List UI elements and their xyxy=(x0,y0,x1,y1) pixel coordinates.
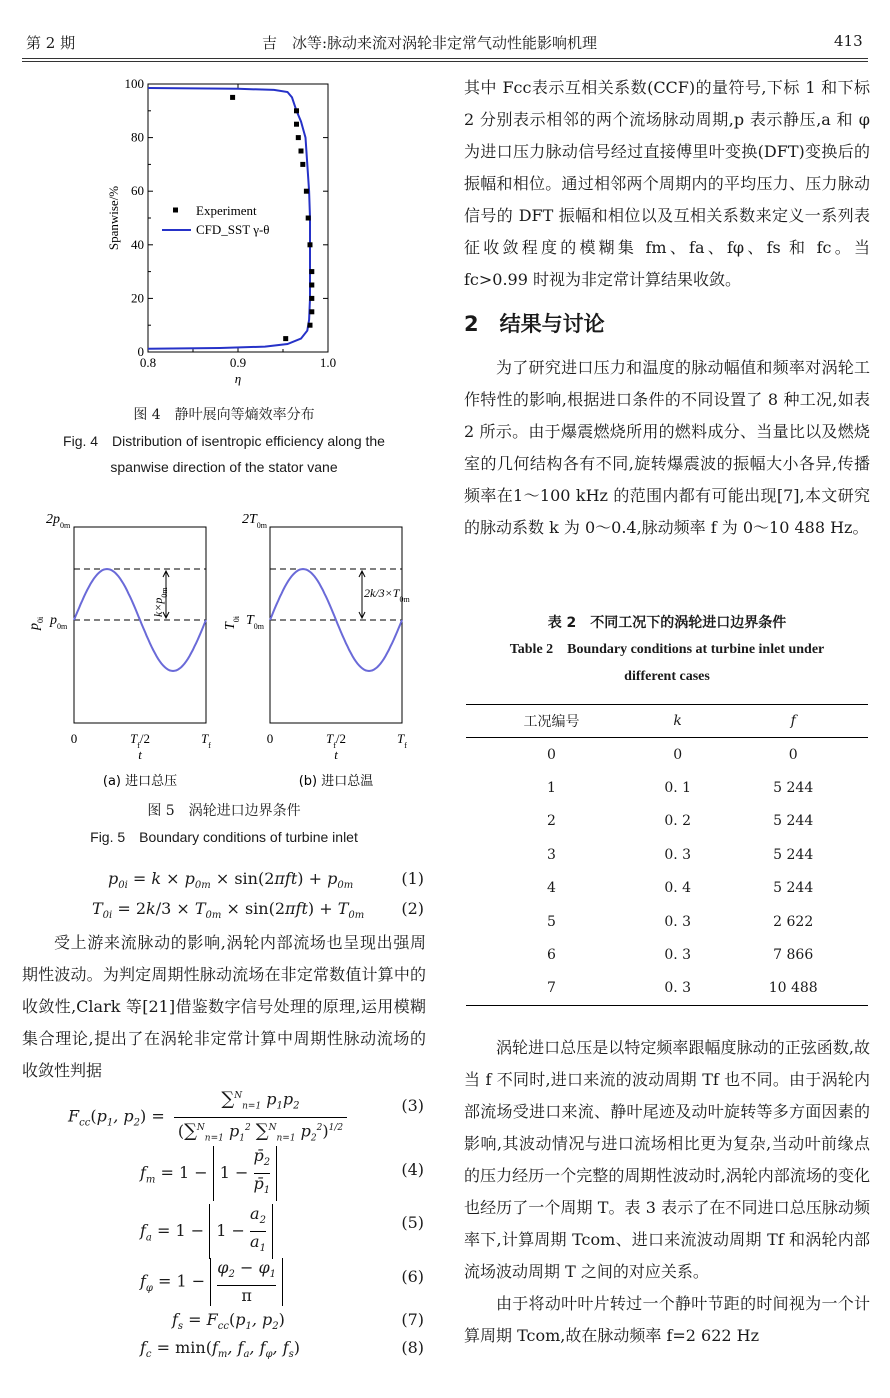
table-cell: 0 xyxy=(546,746,556,763)
table2-caption-cn: 表 2 不同工况下的涡轮进口边界条件 xyxy=(547,615,787,631)
y-tick-label: 100 xyxy=(124,76,144,91)
x-tick-label: 1.0 xyxy=(319,355,337,370)
table-cell: 5 244 xyxy=(773,846,814,863)
x-tick-0: 0 xyxy=(70,731,78,746)
legend-label-experiment: Experiment xyxy=(196,203,257,218)
table-cell: 0. 2 xyxy=(664,813,692,830)
table-2 xyxy=(466,612,868,1006)
x-tick-mid: $T_f/2$ xyxy=(325,731,347,750)
table-row xyxy=(466,738,868,772)
mean-label: $p_{0m}$ xyxy=(50,613,68,631)
equation-3-number: (3) xyxy=(401,1096,424,1115)
table-row xyxy=(466,938,868,971)
x-tick-mid: $T_f/2$ xyxy=(129,731,151,750)
table-cell: 0. 3 xyxy=(664,913,692,930)
figure-5 xyxy=(27,505,422,800)
table-cell: 6 xyxy=(546,947,556,964)
table-cell: 2 622 xyxy=(773,913,814,930)
table-cell: 2 xyxy=(546,813,556,830)
table2-caption-en-2: different cases xyxy=(624,669,710,684)
table-cell: 5 244 xyxy=(773,780,814,797)
right-paragraph-2: 为了研究进口压力和温度的脉动幅值和频率对涡轮工作特性的影响,根据进口条件的不同设置了 8 种工况,如表 2 所示。由于爆震燃烧所用的燃料成分、当量比以及燃烧室的几何结构各有不同,旋转爆震波的振幅大小各异,传播频率在1～100 kHz 的范围内都有可能出现[7],本文研究的脉动系数 k 为 0～0.4,脉动频率 f 为 0～10 488 Hz。 xyxy=(464,358,870,537)
right-column-lower xyxy=(464,1032,870,1352)
experiment-point xyxy=(309,296,314,301)
table2-caption-en-1: Table 2 Boundary conditions at turbine inlet under xyxy=(509,642,825,657)
table-row xyxy=(466,838,868,871)
equation-1: $p_{0i} = k \times p_{0m} \times \sin(2\pi ft) + p_{0m}$ xyxy=(108,869,354,892)
y-axis-label-group xyxy=(27,616,45,631)
table-cell: 7 xyxy=(466,972,637,1006)
right-paragraph-4: 由于将动叶叶片转过一个静叶节距的时间视为一个计算周期 Tcom,故在脉动频率 f=2 622 Hz xyxy=(464,1294,870,1345)
x-axis-label: t xyxy=(138,747,142,762)
legend-marker-experiment xyxy=(173,208,178,213)
equation-7: $f_s = F_{cc}(p_1$, $p_2$) xyxy=(172,1310,285,1333)
right-column xyxy=(464,72,870,544)
table-cell: 0. 3 xyxy=(637,972,719,1006)
table-row xyxy=(466,872,868,905)
left-paragraph-text: 受上游来流脉动的影响,涡轮内部流场也呈现出强周期性波动。为判定周期性脉动流场在非定常数值计算中的收敛性,Clark 等[21]借鉴数字信号处理的原理,运用模糊集合理论,提出了在涡轮非定常计算中周期性脉动流场的收敛性判据 xyxy=(22,933,426,1080)
table-cell: 7 866 xyxy=(773,947,814,964)
equation-8: $f_c = \min(f_m$, $f_a$, $f_\varphi$, $f_s$) xyxy=(140,1338,301,1361)
equation-3: $F_{cc}(p_1$, $p_2$) = $\frac{\sum^N_{n=1} p_1p_2}{(\sum^N_{n=1} p_1^2 \sum^N_{n=1} p_2^2)^{1/2}}$ xyxy=(68,1086,347,1148)
equation-2: $T_{0i} = 2k/3 \times T_{0m} \times \sin(2\pi ft) + T_{0m}$ xyxy=(92,899,365,922)
column-header: k xyxy=(637,705,719,738)
panel-frame xyxy=(270,527,402,723)
header-rule xyxy=(22,58,868,59)
section-heading: 2 结果与讨论 xyxy=(464,312,605,336)
fig5-chart xyxy=(27,505,422,800)
x-tick-label: 0.8 xyxy=(139,355,157,370)
y-axis-label: Spanwise/% xyxy=(106,185,121,251)
fig5-caption xyxy=(22,798,426,850)
table-cell: 4 xyxy=(546,880,556,897)
equation-2-number: (2) xyxy=(401,899,424,918)
equation-5-number: (5) xyxy=(401,1213,424,1232)
table-cell: 0 xyxy=(788,746,798,763)
y-tick-label: 0 xyxy=(137,344,144,359)
y-tick-label: 20 xyxy=(131,290,144,306)
equation-7-number: (7) xyxy=(401,1310,424,1329)
equation-4-number: (4) xyxy=(401,1160,424,1179)
table-cell: 3 xyxy=(546,846,556,863)
experiment-point xyxy=(308,242,313,247)
table-header-row xyxy=(466,705,868,738)
boundary-conditions-table xyxy=(466,704,868,1006)
experiment-point xyxy=(308,323,313,328)
y-axis-label: $T_{0i}$ xyxy=(223,615,241,630)
x-tick-end: $T_f$ xyxy=(201,731,211,750)
table-cell: 0 xyxy=(673,746,683,763)
experiment-point xyxy=(230,95,235,100)
fig5-caption-en: Fig. 5 Boundary conditions of turbine inlet xyxy=(90,829,358,845)
table-cell: 0. 4 xyxy=(664,880,692,897)
equation-6-number: (6) xyxy=(401,1267,424,1286)
y-tick-label: 60 xyxy=(131,183,144,199)
figure-4 xyxy=(100,72,348,392)
column-header: 工况编号 xyxy=(466,705,637,738)
experiment-point xyxy=(309,309,314,314)
right-paragraph-3: 涡轮进口总压是以特定频率跟幅度脉动的正弦函数,故当 f 不同时,进口来流的波动周期 Tf 也不同。由于涡轮内部流场受进口来流、静叶尾迹及动叶旋转等多方面因素的影响,其波动情况与进口流场相比更为复杂,当动叶前缘点的压力经历一个完整的周期性波动时,涡轮内部流场的变化也经历了一个周期 T。表 3 表示了在不同进口总压脉动频率下,计算周期 Tcom、进口来流波动周期 Tf 和涡轮内部流场波动周期 T 之间的对应关系。 xyxy=(464,1038,870,1281)
amplitude-label: $2k/3\times T_{0m}$ xyxy=(364,586,410,604)
legend-label-cfd: CFD_SST γ-θ xyxy=(196,222,270,237)
experiment-point xyxy=(309,283,314,288)
table-row xyxy=(466,905,868,938)
experiment-point xyxy=(309,269,314,274)
panel-frame xyxy=(74,527,206,723)
y-tick-label: 40 xyxy=(131,236,144,252)
table-cell: 5 xyxy=(546,913,556,930)
x-tick-end: $T_f$ xyxy=(397,731,407,750)
equation-5: $f_a = 1 - 1$ − $\frac{a_2}{a_1}$ xyxy=(140,1204,273,1259)
table-cell: 1 xyxy=(546,780,556,797)
equation-6: $f_\varphi = 1$ − $\frac{\varphi_2 - \varphi_1}{\pi}$ xyxy=(140,1258,283,1306)
table-row xyxy=(466,805,868,838)
top-label: $2p_{0m}$ xyxy=(46,512,71,530)
table-cell: 0. 1 xyxy=(664,780,692,797)
table-cell: 5 244 xyxy=(773,880,814,897)
page-number: 413 xyxy=(834,32,863,50)
table-cell: 5 244 xyxy=(773,813,814,830)
right-paragraph-1: 其中 Fcc表示互相关系数(CCF)的量符号,下标 1 和下标 2 分别表示相邻的两个流场脉动周期,p 表示静压,a 和 φ 为进口压力脉动信号经过直接傅里叶变换(DFT)变换后的振幅和相位。通过相邻两个周期内的平均压力、压力脉动信号的 DFT 振幅和相位以及互相关系数来定义一系列表征收敛程度的模糊集 fm、fa、fφ、fs 和 fc。当 fc>0.99 时视为非定常计算结果收敛。 xyxy=(464,78,870,289)
panel-caption: (b) 进口总温 xyxy=(298,774,374,789)
x-axis-label: η xyxy=(234,371,242,386)
y-tick-label: 80 xyxy=(131,129,144,145)
equations-3-8 xyxy=(22,1070,426,1390)
panel-caption: (a) 进口总压 xyxy=(102,774,178,789)
issue-number: 第 2 期 xyxy=(26,34,76,52)
header-rule-secondary xyxy=(22,61,868,62)
page-header xyxy=(0,0,890,60)
top-label: $2T_{0m}$ xyxy=(242,512,268,530)
x-tick-label: 0.9 xyxy=(229,355,247,370)
column-header: f xyxy=(718,705,868,738)
y-axis-label: $p_{0i}$ xyxy=(27,616,45,630)
equations-1-2 xyxy=(22,869,426,927)
experiment-point xyxy=(306,216,311,221)
y-axis-label-group xyxy=(223,615,241,630)
fig4-caption-en-1: Fig. 4 Distribution of isentropic efficiency along the xyxy=(63,433,385,449)
experiment-point xyxy=(296,135,301,140)
fig4-chart xyxy=(100,72,348,392)
equation-8-number: (8) xyxy=(401,1338,424,1357)
experiment-point xyxy=(304,189,309,194)
x-tick-0: 0 xyxy=(266,731,274,746)
table-cell: 10 488 xyxy=(718,972,868,1006)
x-axis-label: t xyxy=(334,747,338,762)
fig4-caption xyxy=(22,402,426,480)
cfd-line xyxy=(148,88,310,349)
experiment-point xyxy=(299,149,304,154)
fig4-caption-cn: 图 4 静叶展向等熵效率分布 xyxy=(133,407,315,423)
equation-4: $f_m = 1 - 1$ − $\frac{p̄_2}{p̄_1}$ xyxy=(140,1146,277,1201)
experiment-point xyxy=(283,336,288,341)
table-row xyxy=(466,972,868,1006)
experiment-point xyxy=(294,108,299,113)
fig4-caption-en-2: spanwise direction of the stator vane xyxy=(110,459,338,475)
experiment-point xyxy=(300,162,305,167)
table-cell: 0. 3 xyxy=(664,846,692,863)
table-row xyxy=(466,771,868,804)
table-cell: 0. 3 xyxy=(664,947,692,964)
left-paragraph xyxy=(22,927,426,1087)
amplitude-label: $k\times p_{0m}$ xyxy=(151,587,169,617)
experiment-point xyxy=(294,122,299,127)
running-title: 吉 冰等:脉动来流对涡轮非定常气动性能影响机理 xyxy=(262,34,598,52)
mean-label: $T_{0m}$ xyxy=(246,613,265,631)
fig5-caption-cn: 图 5 涡轮进口边界条件 xyxy=(147,803,301,819)
equation-1-number: (1) xyxy=(401,869,424,888)
